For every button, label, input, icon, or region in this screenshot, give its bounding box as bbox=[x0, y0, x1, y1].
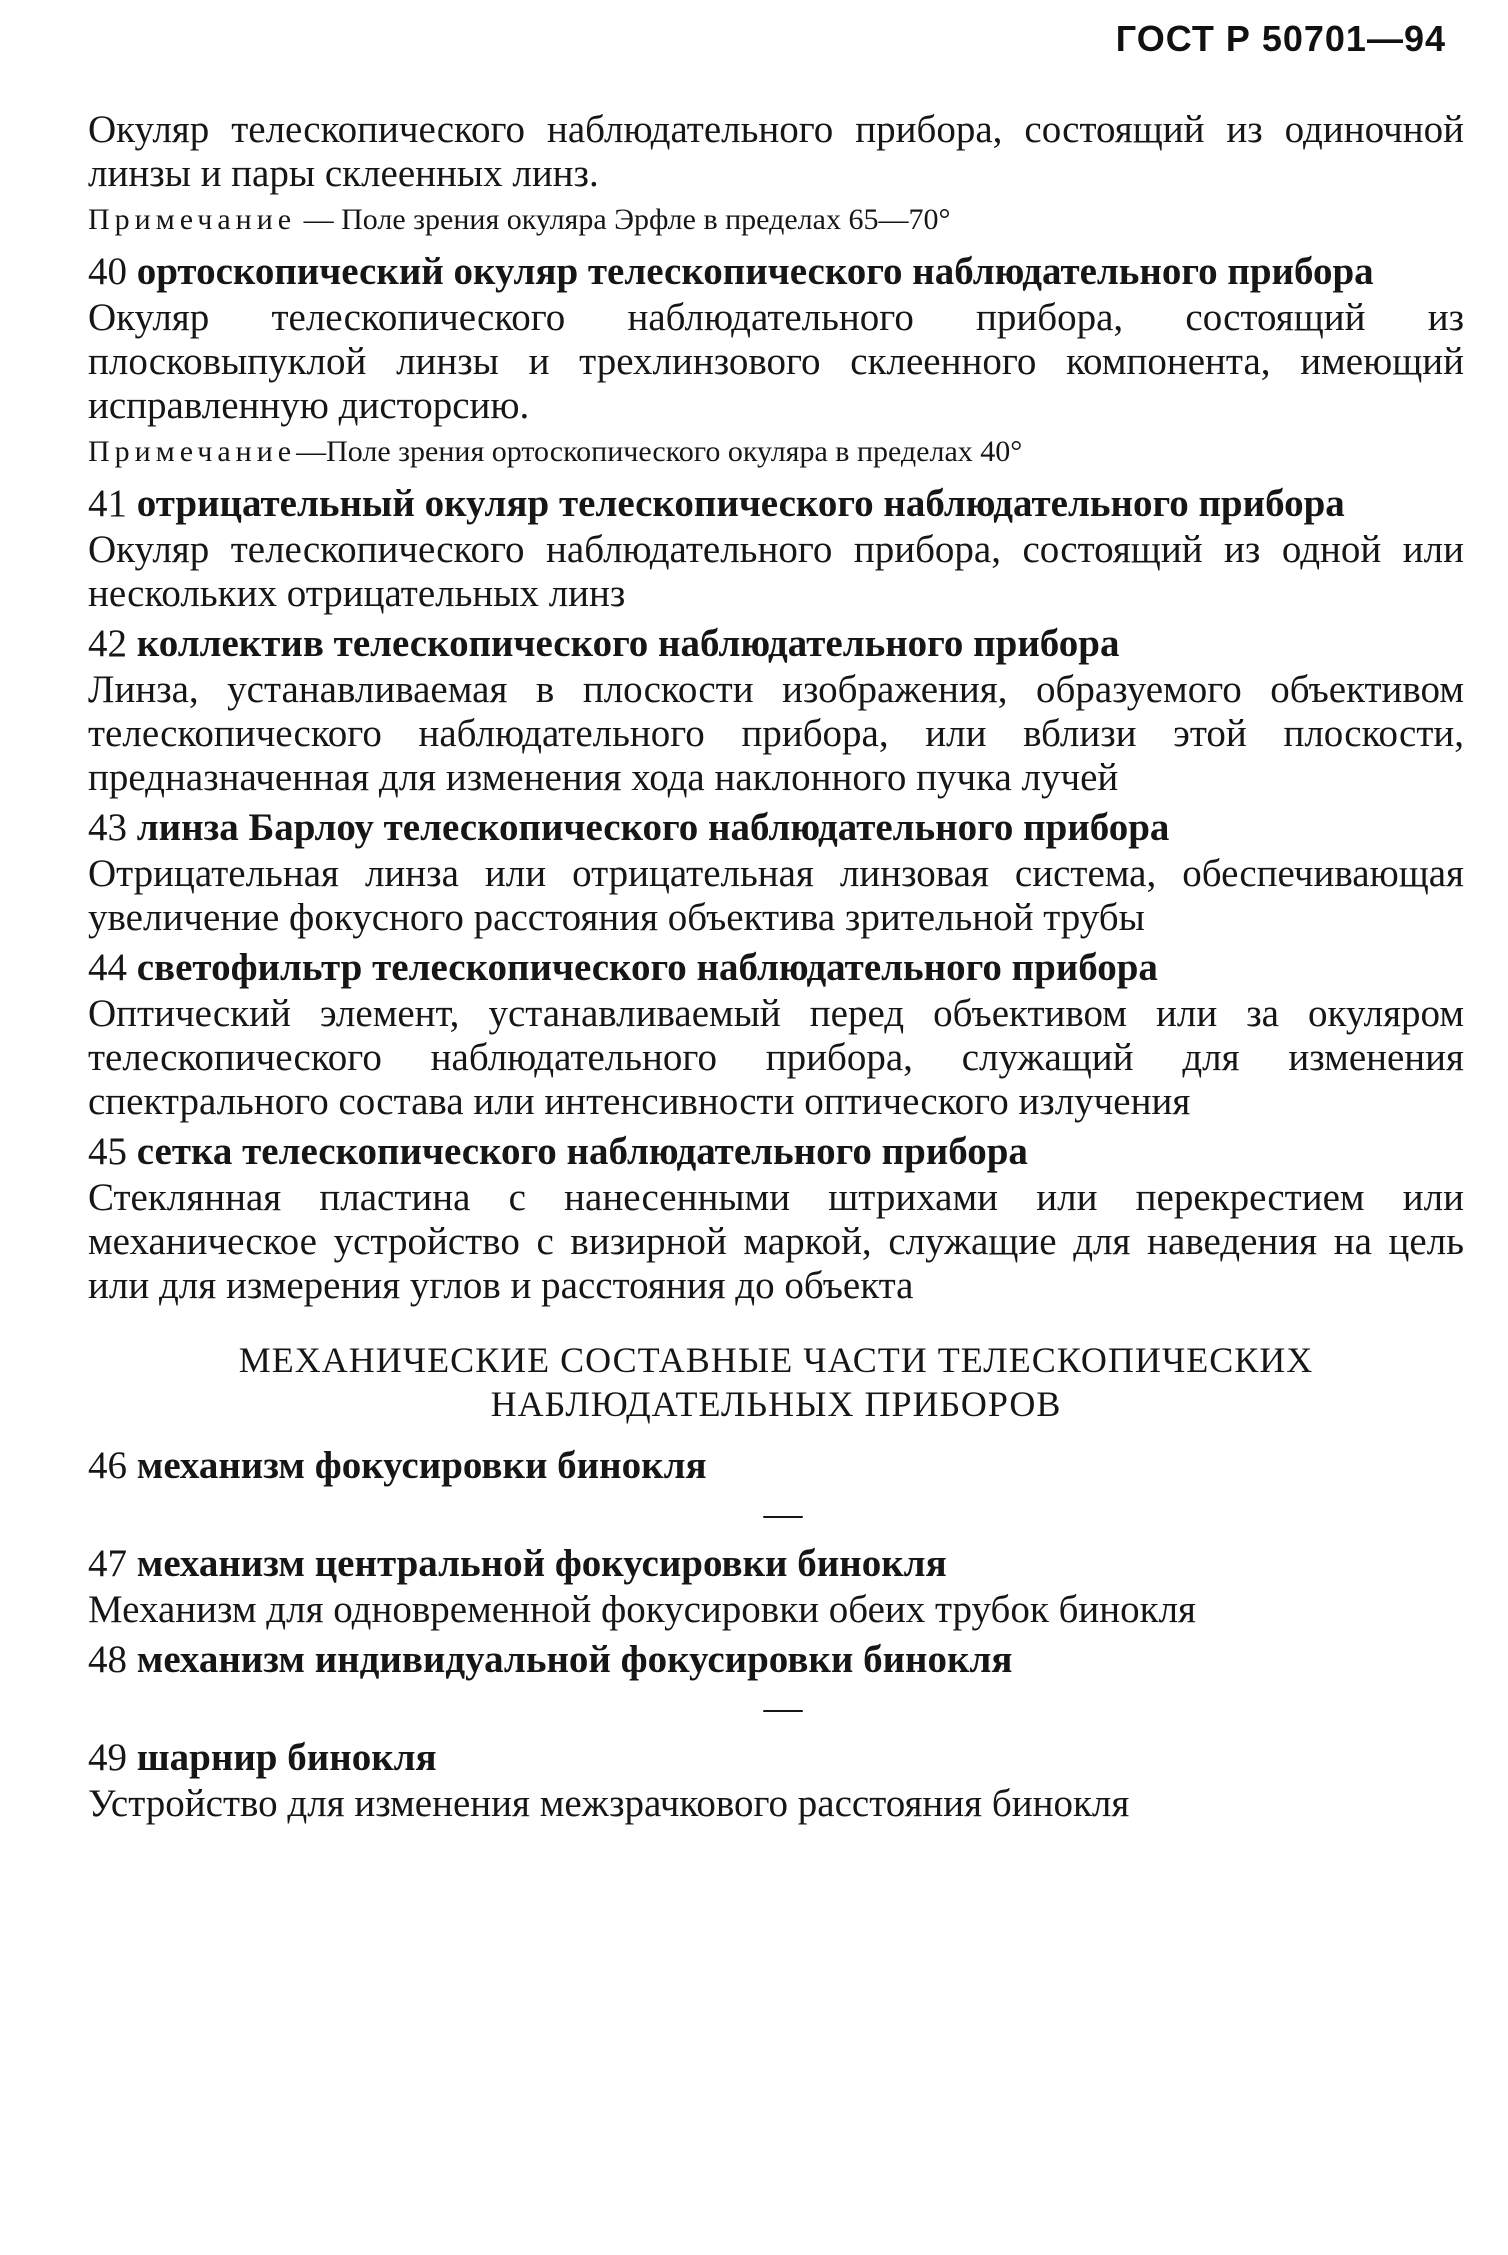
term-name: линза Барлоу телескопического наблюдательного прибора bbox=[136, 806, 1170, 849]
note-label: Примечание bbox=[88, 435, 297, 468]
term-number: 41 bbox=[88, 482, 127, 525]
term-number: 40 bbox=[88, 250, 127, 293]
term-name: шарнир бинокля bbox=[136, 1736, 437, 1779]
term-number: 49 bbox=[88, 1736, 127, 1779]
term-entry-49 bbox=[88, 1736, 1464, 1780]
term-name: механизм фокусировки бинокля bbox=[136, 1444, 707, 1487]
term-name: отрицательный окуляр телескопического наблюдательного прибора bbox=[136, 482, 1345, 525]
definition-text: Отрицательная линза или отрицательная линзовая система, обеспечивающая увеличение фокусного расстояния объектива зрительной трубы bbox=[88, 852, 1464, 939]
section-heading-line: НАБЛЮДАТЕЛЬНЫХ ПРИБОРОВ bbox=[490, 1384, 1062, 1424]
definition-text: Механизм для одновременной фокусировки обеих трубок бинокля bbox=[88, 1588, 1196, 1631]
term-name: светофильтр телескопического наблюдательного прибора bbox=[136, 946, 1158, 989]
note bbox=[88, 200, 1464, 240]
term-number: 42 bbox=[88, 622, 127, 665]
term-name: сетка телескопического наблюдательного прибора bbox=[136, 1130, 1028, 1173]
term-name: механизм центральной фокусировки бинокля bbox=[136, 1542, 947, 1585]
section-heading-line: МЕХАНИЧЕСКИЕ СОСТАВНЫЕ ЧАСТИ ТЕЛЕСКОПИЧЕСКИХ bbox=[238, 1340, 1314, 1380]
term-entry-45 bbox=[88, 1130, 1464, 1174]
note bbox=[88, 432, 1464, 472]
definition-text: Окуляр телескопического наблюдательного прибора, состоящий из плосковыпуклой линзы и трехлинзового склеенного компонента, имеющий исправленную дисторсию. bbox=[88, 296, 1464, 427]
note-text: — Поле зрения окуляра Эрфле в пределах 65—70° bbox=[296, 203, 951, 236]
definition-text: Стеклянная пластина с нанесенными штрихами или перекрестием или механическое устройство с визирной маркой, служащие для наведения на цель или для измерения углов и расстояния до объекта bbox=[88, 1176, 1464, 1307]
section-heading bbox=[88, 1338, 1464, 1426]
term-entry-46 bbox=[88, 1444, 1464, 1488]
definition-text: Оптический элемент, устанавливаемый перед объективом или за окуляром телескопического наблюдательного прибора, служащий для изменения спектрального состава или интенсивности оптического излучения bbox=[88, 992, 1464, 1123]
term-name: ортоскопический окуляр телескопического наблюдательного прибора bbox=[136, 250, 1374, 293]
definition-text: Линза, устанавливаемая в плоскости изображения, образуемого объективом телескопического наблюдательного прибора, или вблизи этой плоскости, предназначенная для изменения хода наклонного пучка лучей bbox=[88, 668, 1464, 799]
definition-text: Окуляр телескопического наблюдательного прибора, состоящий из одной или нескольких отрицательных линз bbox=[88, 528, 1464, 615]
term-number: 44 bbox=[88, 946, 127, 989]
term-entry-40 bbox=[88, 250, 1464, 294]
term-entry-42 bbox=[88, 622, 1464, 666]
term-number: 43 bbox=[88, 806, 127, 849]
term-entry-41 bbox=[88, 482, 1464, 526]
term-entry-43 bbox=[88, 806, 1464, 850]
term-number: 48 bbox=[88, 1638, 127, 1681]
definition-text: Окуляр телескопического наблюдательного прибора, состоящий из одиночной линзы и пары склеенных линз. bbox=[88, 108, 1464, 195]
note-text: —Поле зрения ортоскопического окуляра в пределах 40° bbox=[296, 435, 1023, 468]
page-header-standard: ГОСТ Р 50701—94 bbox=[1115, 18, 1446, 59]
no-definition-dash: — bbox=[763, 1686, 803, 1729]
term-name: коллектив телескопического наблюдательного прибора bbox=[136, 622, 1120, 665]
definition-text: Устройство для изменения межзрачкового расстояния бинокля bbox=[88, 1782, 1130, 1825]
term-entry-47 bbox=[88, 1542, 1464, 1586]
term-number: 46 bbox=[88, 1444, 127, 1487]
note-label: Примечание bbox=[88, 203, 297, 236]
term-number: 45 bbox=[88, 1130, 127, 1173]
no-definition-dash: — bbox=[763, 1492, 803, 1535]
document-body bbox=[88, 108, 1464, 1826]
term-name: механизм индивидуальной фокусировки бинокля bbox=[136, 1638, 1013, 1681]
term-entry-48 bbox=[88, 1638, 1464, 1682]
term-number: 47 bbox=[88, 1542, 127, 1585]
term-entry-44 bbox=[88, 946, 1464, 990]
